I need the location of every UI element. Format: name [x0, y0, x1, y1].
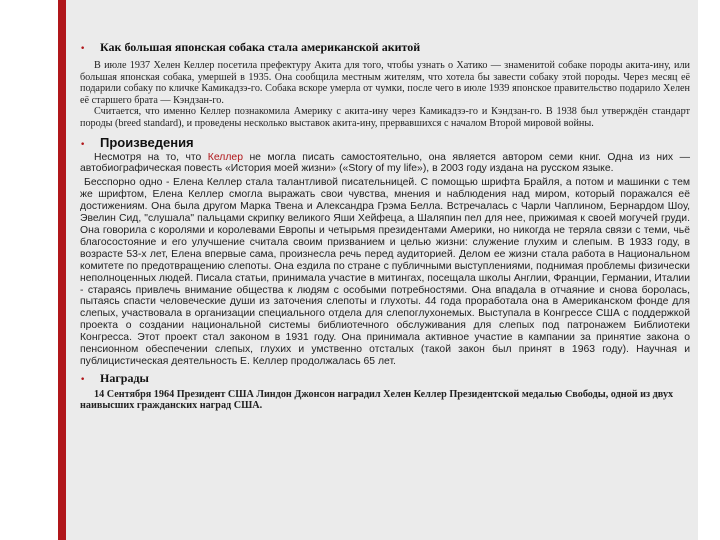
bullet-icon: • [80, 374, 86, 385]
awards-paragraph-1: 14 Сентября 1964 Президент США Линдон Джонсон наградил Хелен Келлер Президентской медалью Свободы, одной из двух наивысших гражданских наград США. [80, 388, 674, 412]
works-paragraph-1 [80, 152, 690, 176]
keller-link[interactable]: Келлер [207, 151, 243, 163]
content-panel [66, 0, 698, 540]
left-margin [0, 0, 58, 540]
heading-akita [80, 40, 690, 55]
bullet-icon: • [80, 44, 86, 54]
heading-works [80, 135, 690, 150]
heading-awards [80, 371, 690, 386]
akita-paragraph-2: Считается, что именно Келлер познакомила Америку с акита-ину через Камикадзэ-го и Кэндзан-го. В 1938 был утверждён стандарт породы (breed standard), и проведены несколько выставок акита-ину, прервавшихся с началом Второй мировой войны. [80, 106, 690, 129]
text-body [80, 40, 690, 412]
works-p1-before: Несмотря на то, что [94, 151, 208, 163]
bullet-icon: • [80, 139, 86, 150]
heading-awards-text: Награды [100, 370, 149, 385]
right-margin [698, 0, 720, 540]
works-paragraph-2: Бесспорно одно - Елена Келлер стала талантливой писательницей. С помощью шрифта Брайля, а потом и машинки с тем же шрифтом, Елена Келлер смогла выражать свои чувства, мнения и наблюдения над миром, который поражался её достижениям. Она была другом Марка Твена и Александра Грэма Белла. Встречалась с Чарли Чаплином, Бернардом Шоу, Эвелин Сид, "слушала" пальцами скрипку великого Яши Хейфеца, а Шаляпин пел для нее, прижимая к своей могучей груди. Она говорила с королями и королевами Европы и четырьмя президентами Америки, но никогда не теряла связи с теми, чьё благосостояние и его улучшение считала своим призванием и целью жизни: служение глухим и слепым. В 1933 году, в возрасте 53-х лет, Елена впервые сама, произнесла речь перед аудиторией. Делом ее жизни стала работа в Национальном комитете по предотвращению слепоты. Она ездила по стране с публичными выступлениями, поднимая проблемы физически неполноценных людей. Писала статьи, принимала участие в митингах, посещала школы Англии, Франции, Германии, Италии - стараясь привлечь внимание общества к людям с особыми потребностями. Она впадала в отчаяние и снова боролась, пытаясь спасти человеческие души из заточения слепоты и глухоты. 44 года проработала она в Американском фонде для слепых, участвовала в организации специального отдела для слепоглухонемых. Выступала в Конгрессе США с поддержкой проекта о создании национальной системы библиотечного обслуживания для слепых под патронажем Библиотеки Конгресса. Этот проект стал законом в 1931 году. Она принимала активное участие в кампании за принятие закона о пенсионном обеспечении слепых, глухих и умственно отсталых (такой закон был принят в 1963 году). Научная и публицистическая деятельность Е. Келлер продолжалась 65 лет. [80, 177, 690, 367]
heading-akita-text: Как большая японская собака стала американской акитой [100, 40, 421, 54]
works-p1-after: не могла писать самостоятельно, она является автором семи книг. Одна из них — автобиографическая повесть «История моей жизни» («Story of my life»), в 2003 году издана на русском языке. [80, 151, 690, 175]
akita-paragraph-1: В июле 1937 Хелен Келлер посетила префектуру Акита для того, чтобы узнать о Хатико — знаменитой собаке породы акита-ину, или большая японская собака, умершей в 1935. Она сообщила местным жителям, что хотела бы завести собаку этой породы. Через месяц её подарили собаку по кличке Камикадзэ-го. Собака вскоре умерла от чумки, после чего в июле 1939 японское правительство подарило Хелен её старшего брата — Кэндзан-го. [80, 60, 690, 106]
heading-works-text: Произведения [100, 134, 194, 150]
red-accent-stripe [58, 0, 66, 540]
